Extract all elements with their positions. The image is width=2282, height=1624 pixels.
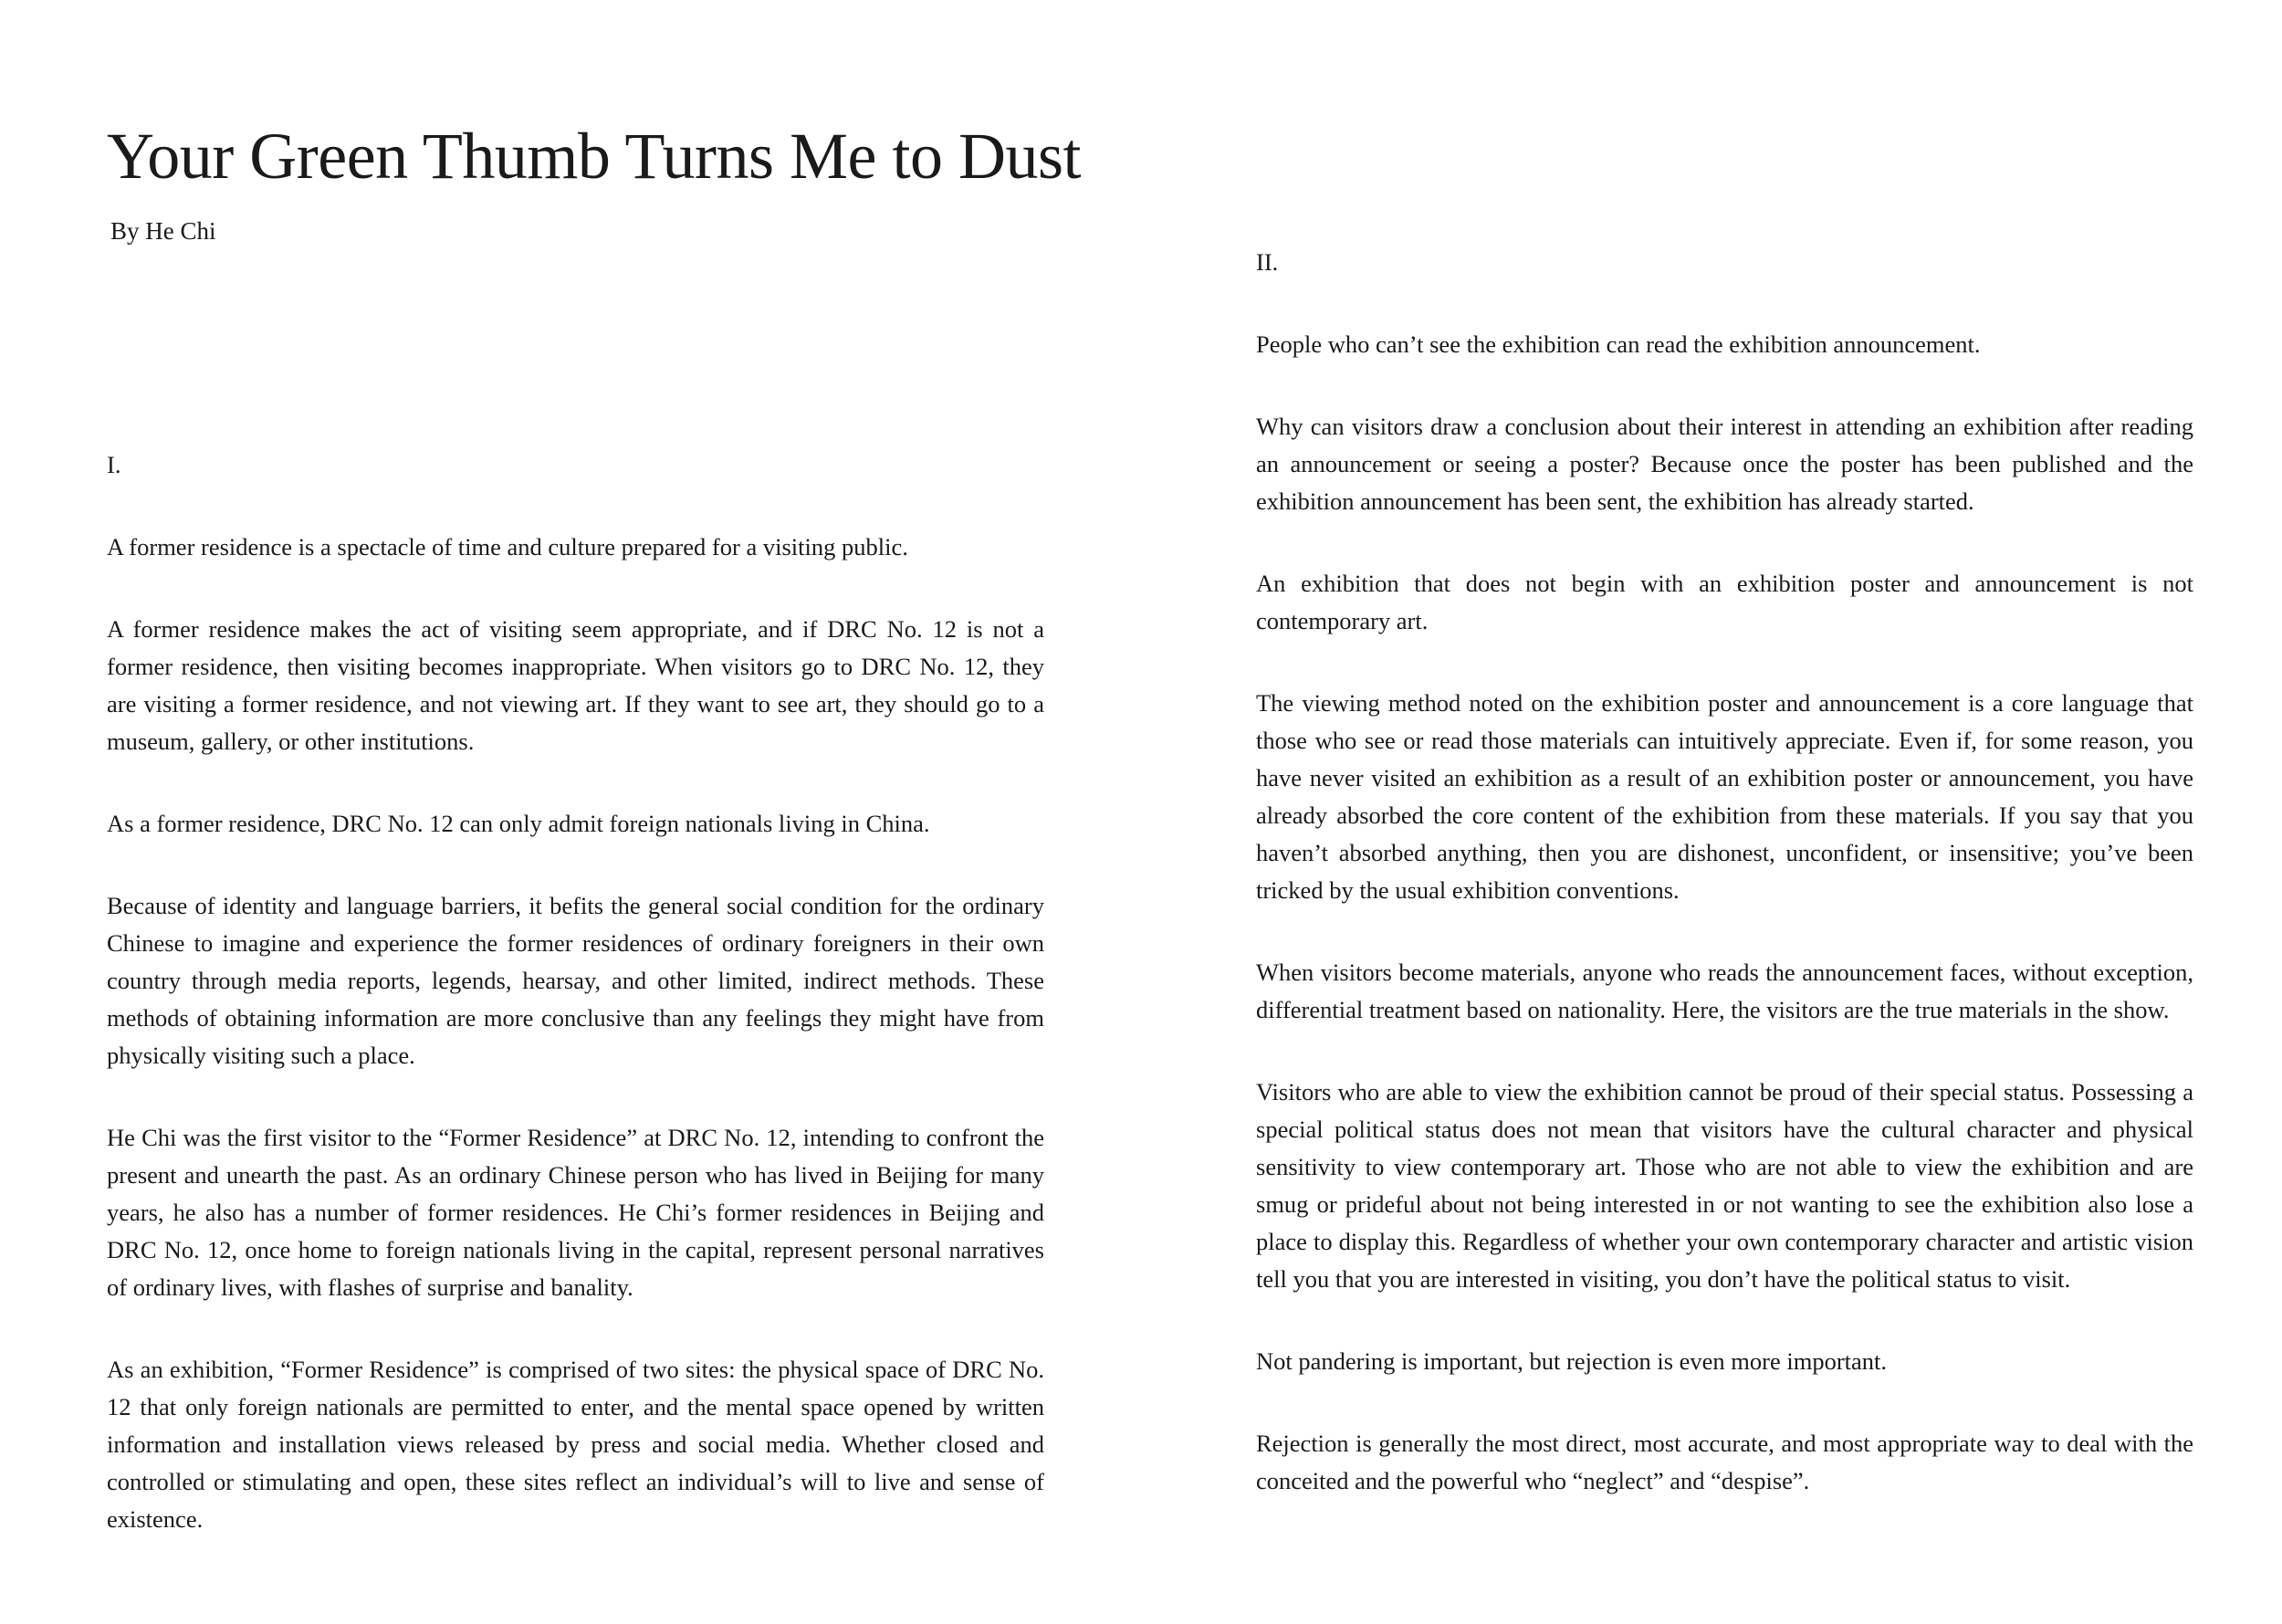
paragraph: He Chi was the first visitor to the “Former Residence” at DRC No. 12, intending to confront the present and unearth the past. As an ordinary Chinese person who has lived in Beijing for many years, he also has a number of former residences. He Chi’s former residences in Beijing and DRC No. 12, once home to foreign nationals living in the capital, represent personal narratives of ordinary lives, with flashes of surprise and banality. <box>107 1124 1044 1301</box>
paragraph: Because of identity and language barriers, it befits the general social condition for the ordinary Chinese to imagine and experience the former residences of ordinary foreigners in their own country through media reports, legends, hearsay, and other limited, indirect methods. These methods of obtaining information are more conclusive than any feelings they might have from physically visiting such a place. <box>107 892 1044 1069</box>
paragraph: When visitors become materials, anyone who reads the announcement faces, without exception, differential treatment based on nationality. Here, the visitors are the true materials in the show. <box>1256 959 2193 1023</box>
paragraph: A former residence is a spectacle of time and culture prepared for a visiting public. <box>107 533 908 561</box>
section-two <box>1256 244 2193 1545</box>
paragraph: As an exhibition, “Former Residence” is comprised of two sites: the physical space of DRC No. 12 that only foreign nationals are permitted to enter, and the mental space opened by written information and installation views released by press and social media. Whether closed and controlled or stimulating and open, these sites reflect an individual’s will to live and sense of existence. <box>107 1356 1044 1533</box>
paragraph: As a former residence, DRC No. 12 can only admit foreign nationals living in China. <box>107 810 930 837</box>
paragraph: The viewing method noted on the exhibition poster and announcement is a core language that those who see or read those materials can intuitively appreciate. Even if, for some reason, you have never visited an exhibition as a result of an exhibition poster or announcement, you have already absorbed the core content of the exhibition from these materials. If you say that you haven’t absorbed anything, then you are dishonest, unconfident, or insensitive; you’ve been tricked by the usual exhibition conventions. <box>1256 689 2193 904</box>
section-number: I. <box>107 451 121 478</box>
paragraph: People who can’t see the exhibition can read the exhibition announcement. <box>1256 330 1981 358</box>
paragraph: A former residence makes the act of visiting seem appropriate, and if DRC No. 12 is not a former residence, then visiting becomes inappropriate. When visitors go to DRC No. 12, they are visiting a former residence, and not viewing art. If they want to see art, they should go to a museum, gallery, or other institutions. <box>107 615 1044 755</box>
section-one <box>107 446 1044 1583</box>
section-number: II. <box>1256 248 1279 276</box>
paragraph: An exhibition that does not begin with an exhibition poster and announcement is not contemporary art. <box>1256 570 2193 634</box>
paragraph: Visitors who are able to view the exhibition cannot be proud of their special status. Possessing a special political status does not mean that visitors have the cultural character and physical sensitivity to view contemporary art. Those who are not able to view the exhibition and are smug or prideful about not being interested in or not wanting to see the exhibition also lose a place to display this. Regardless of whether your own contemporary character and artistic vision tell you that you are interested in visiting, you don’t have the political status to visit. <box>1256 1078 2193 1293</box>
author-byline: By He Chi <box>110 217 216 245</box>
paragraph: Rejection is generally the most direct, most accurate, and most appropriate way to deal with the conceited and the powerful who “neglect” and “despise”. <box>1256 1430 2193 1494</box>
paragraph: Why can visitors draw a conclusion about their interest in attending an exhibition after reading an announcement or seeing a poster? Because once the poster has been published and the exhibition announcement has been sent, the exhibition has already started. <box>1256 413 2193 515</box>
paragraph: Not pandering is important, but rejection is even more important. <box>1256 1347 1888 1375</box>
document-title: Your Green Thumb Turns Me to Dust <box>107 120 1081 193</box>
